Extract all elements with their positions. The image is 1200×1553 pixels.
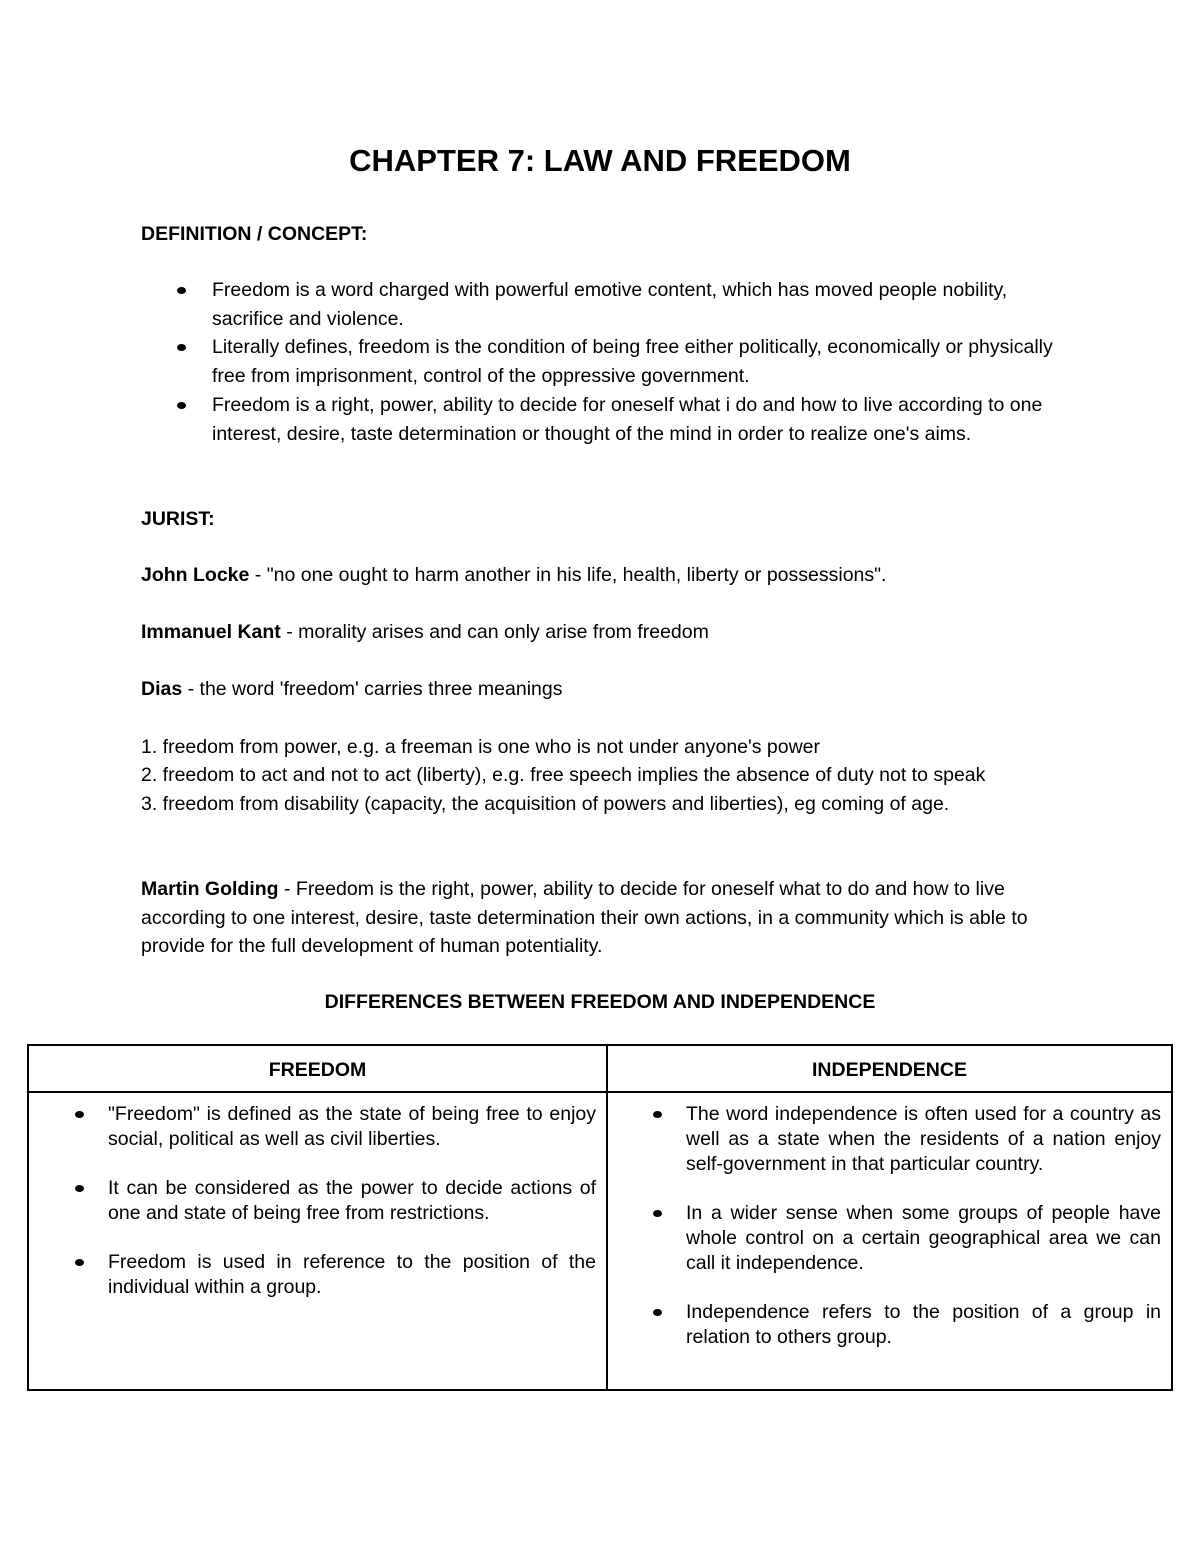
jurist-kant (141, 618, 1071, 647)
jurist-quote: - the word 'freedom' carries three meanings (182, 678, 563, 700)
definition-heading: DEFINITION / CONCEPT: (141, 223, 368, 245)
bullet-icon (75, 1259, 84, 1266)
table-cell-item (29, 1176, 596, 1226)
jurist-heading: JURIST: (141, 508, 215, 530)
jurist-quote: - "no one ought to harm another in his life, health, liberty or possessions". (249, 564, 887, 586)
meaning-item: 2. freedom to act and not to act (liberty), e.g. free speech implies the absence of duty not to speak (141, 764, 986, 787)
list-item (141, 391, 1071, 448)
jurist-name: John Locke (141, 564, 250, 586)
definition-text: Freedom is a right, power, ability to decide for oneself what i do and how to live according to one interest, desire, taste determination or thought of the mind in order to realize one's aims. (212, 393, 1043, 445)
cell-text: It can be considered as the power to decide actions of one and state of being free from restrictions. (108, 1177, 596, 1224)
cell-text: "Freedom" is defined as the state of being free to enjoy social, political as well as civil liberties. (108, 1103, 596, 1150)
definition-list (141, 276, 1071, 448)
meaning-item: 1. freedom from power, e.g. a freeman is one who is not under anyone's power (141, 736, 821, 758)
list-item (141, 276, 1071, 333)
jurist-dias (141, 675, 1071, 704)
jurist-locke (141, 561, 1071, 590)
meaning-item: 3. freedom from disability (capacity, the acquisition of powers and liberties), eg coming of age. (141, 792, 950, 815)
jurist-quote: - morality arises and can only arise from freedom (280, 621, 709, 643)
definition-text: Literally defines, freedom is the condition of being free either politically, economically or physically free from imprisonment, control of the oppressive government. (212, 336, 1053, 388)
jurist-name: Immanuel Kant (141, 621, 281, 643)
bullet-icon (653, 1111, 662, 1118)
independence-column (607, 1102, 1161, 1374)
cell-text: The word independence is often used for a country as well as a state when the residents of a nation enjoy self-government in that particular country. (686, 1103, 1161, 1175)
comparison-table (27, 1044, 1173, 1391)
table-cell-item (607, 1102, 1161, 1177)
header-divider (29, 1091, 1171, 1093)
bullet-icon (177, 402, 186, 409)
table-header-independence: INDEPENDENCE (812, 1059, 967, 1081)
table-cell-item (29, 1250, 596, 1300)
freedom-column (29, 1102, 596, 1324)
list-item (141, 333, 1071, 390)
cell-text: Freedom is used in reference to the position of the individual within a group. (108, 1251, 596, 1298)
table-cell-item (607, 1300, 1161, 1350)
bullet-icon (653, 1309, 662, 1316)
bullet-icon (75, 1185, 84, 1192)
meanings-list (141, 733, 1071, 818)
cell-text: Independence refers to the position of a group in relation to others group. (686, 1301, 1161, 1348)
table-cell-item (607, 1201, 1161, 1276)
table-header-freedom: FREEDOM (268, 1059, 367, 1081)
table-cell-item (29, 1102, 596, 1152)
jurist-name: Dias (141, 678, 183, 700)
table-title: DIFFERENCES BETWEEN FREEDOM AND INDEPENDENCE (324, 991, 876, 1013)
jurist-golding (141, 875, 1071, 961)
bullet-icon (75, 1111, 84, 1118)
jurist-quote: - Freedom is the right, power, ability to decide for oneself what to do and how to live according to one interest, desire, taste determination their own actions, in a community which is able to provide for the full development of human potentiality. (141, 878, 1028, 957)
definition-text: Freedom is a word charged with powerful emotive content, which has moved people nobility, sacrifice and violence. (212, 279, 1008, 330)
jurist-name: Martin Golding (141, 878, 279, 900)
page-title: CHAPTER 7: LAW AND FREEDOM (349, 143, 851, 178)
cell-text: In a wider sense when some groups of people have whole control on a certain geographical area we can call it independence. (686, 1202, 1161, 1274)
bullet-icon (653, 1210, 662, 1217)
bullet-icon (177, 344, 186, 351)
bullet-icon (177, 287, 186, 294)
